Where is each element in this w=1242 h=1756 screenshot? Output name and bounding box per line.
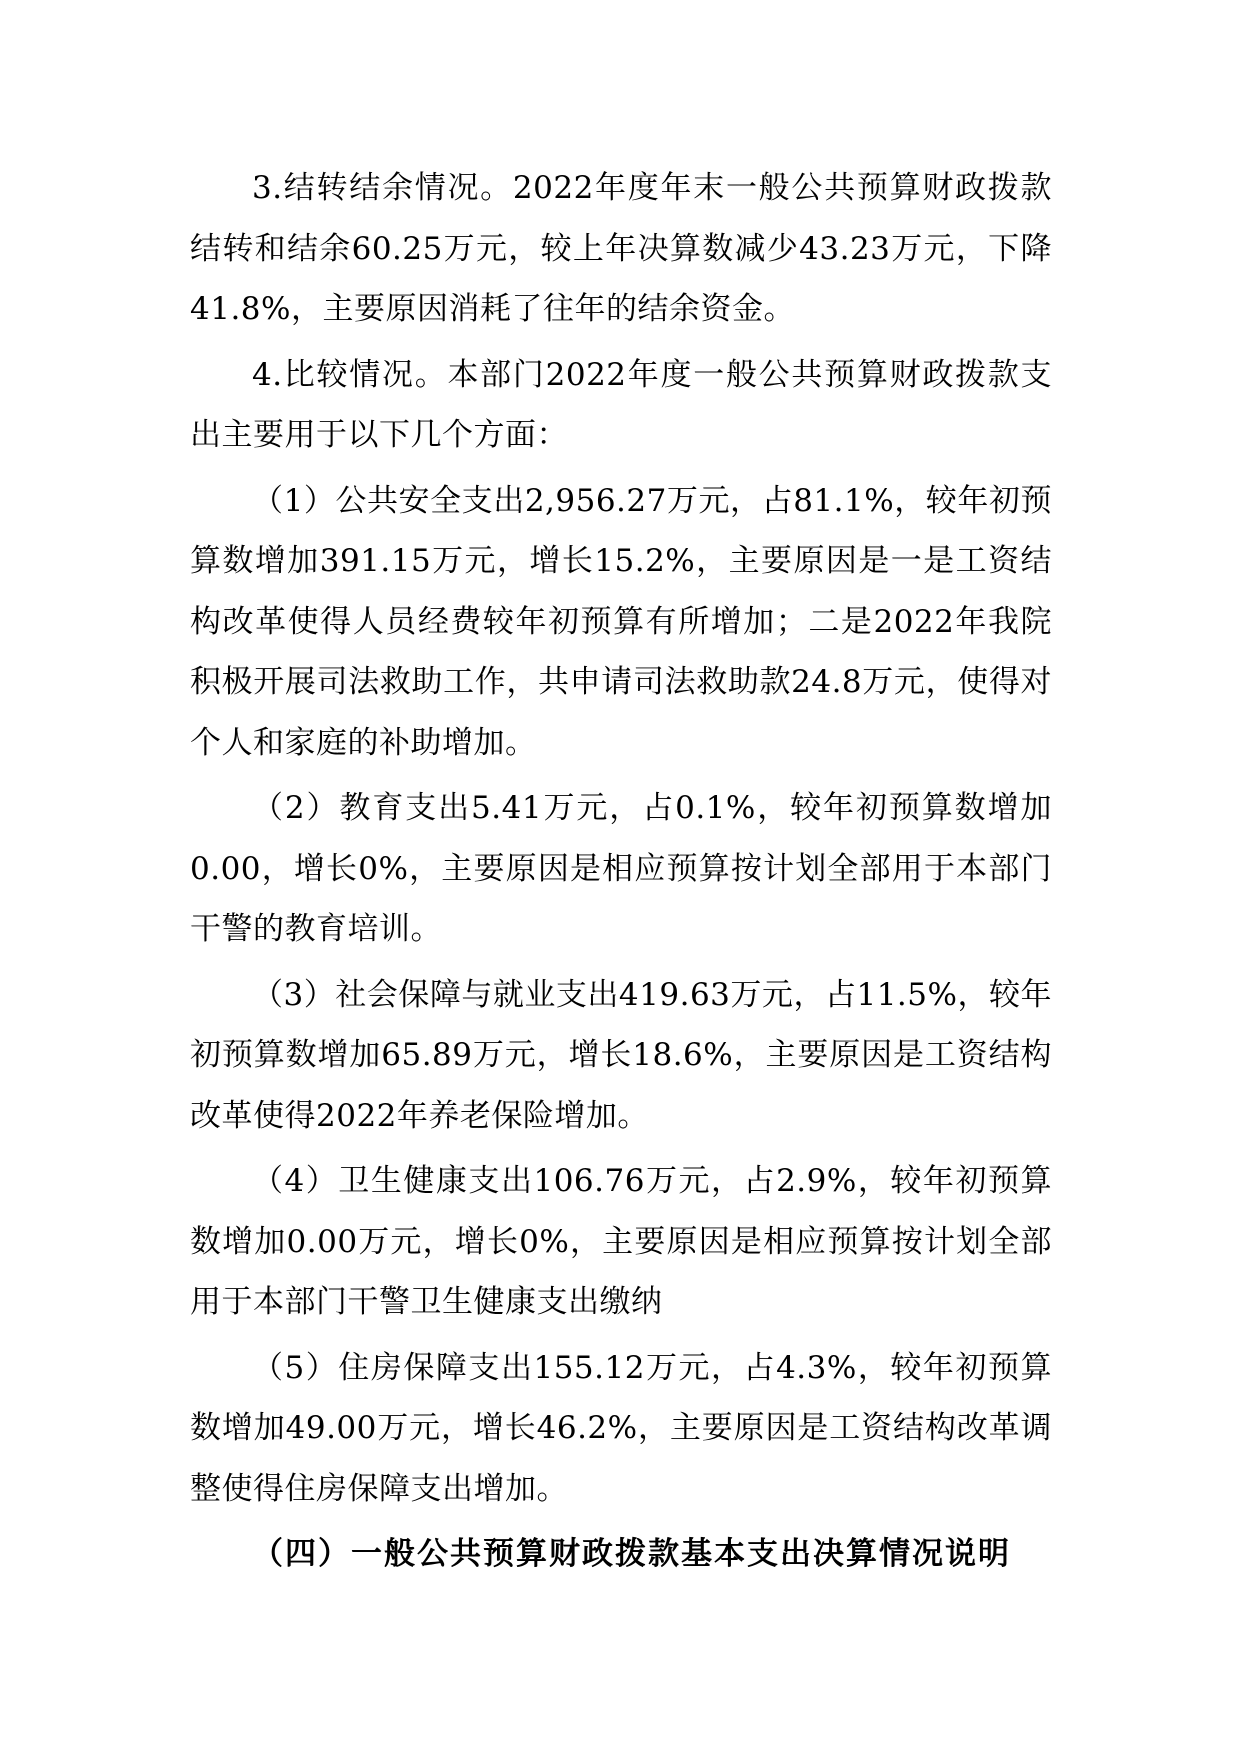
paragraph-carryover-balance: 3.结转结余情况。2022年度年末一般公共预算财政拨款结转和结余60.25万元，较上年决算数减少43.23万元，下降41.8%，主要原因消耗了往年的结余资金。 [190, 170, 1052, 327]
paragraph-education: （2）教育支出5.41万元，占0.1%，较年初预算数增加0.00，增长0%，主要原因是相应预算按计划全部用于本部门干警的教育培训。 [190, 790, 1052, 947]
paragraph-social-security: （3）社会保障与就业支出419.63万元，占11.5%，较年初预算数增加65.89万元，增长18.6%，主要原因是工资结构改革使得2022年养老保险增加。 [190, 976, 1052, 1134]
paragraph-housing: （5）住房保障支出155.12万元，占4.3%，较年初预算数增加49.00万元，增长46.2%，主要原因是工资结构改革调整使得住房保障支出增加。 [190, 1349, 1052, 1507]
paragraph-comparison-intro: 4.比较情况。本部门2022年度一般公共预算财政拨款支出主要用于以下几个方面： [190, 356, 1052, 453]
paragraph-public-security: （1）公共安全支出2,956.27万元，占81.1%，较年初预算数增加391.15万元，增长15.2%，主要原因是一是工资结构改革使得人员经费较年初预算有所增加；二是2022年我院积极开展司法救助工作，共申请司法救助款24.8万元，使得对个人和家庭的补助增加。 [190, 482, 1052, 761]
document-body [190, 158, 1052, 1585]
paragraph-health: （4）卫生健康支出106.76万元，占2.9%，较年初预算数增加0.00万元，增长0%，主要原因是相应预算按计划全部用于本部门干警卫生健康支出缴纳 [190, 1163, 1052, 1320]
section-heading: （四）一般公共预算财政拨款基本支出决算情况说明 [252, 1536, 1011, 1572]
